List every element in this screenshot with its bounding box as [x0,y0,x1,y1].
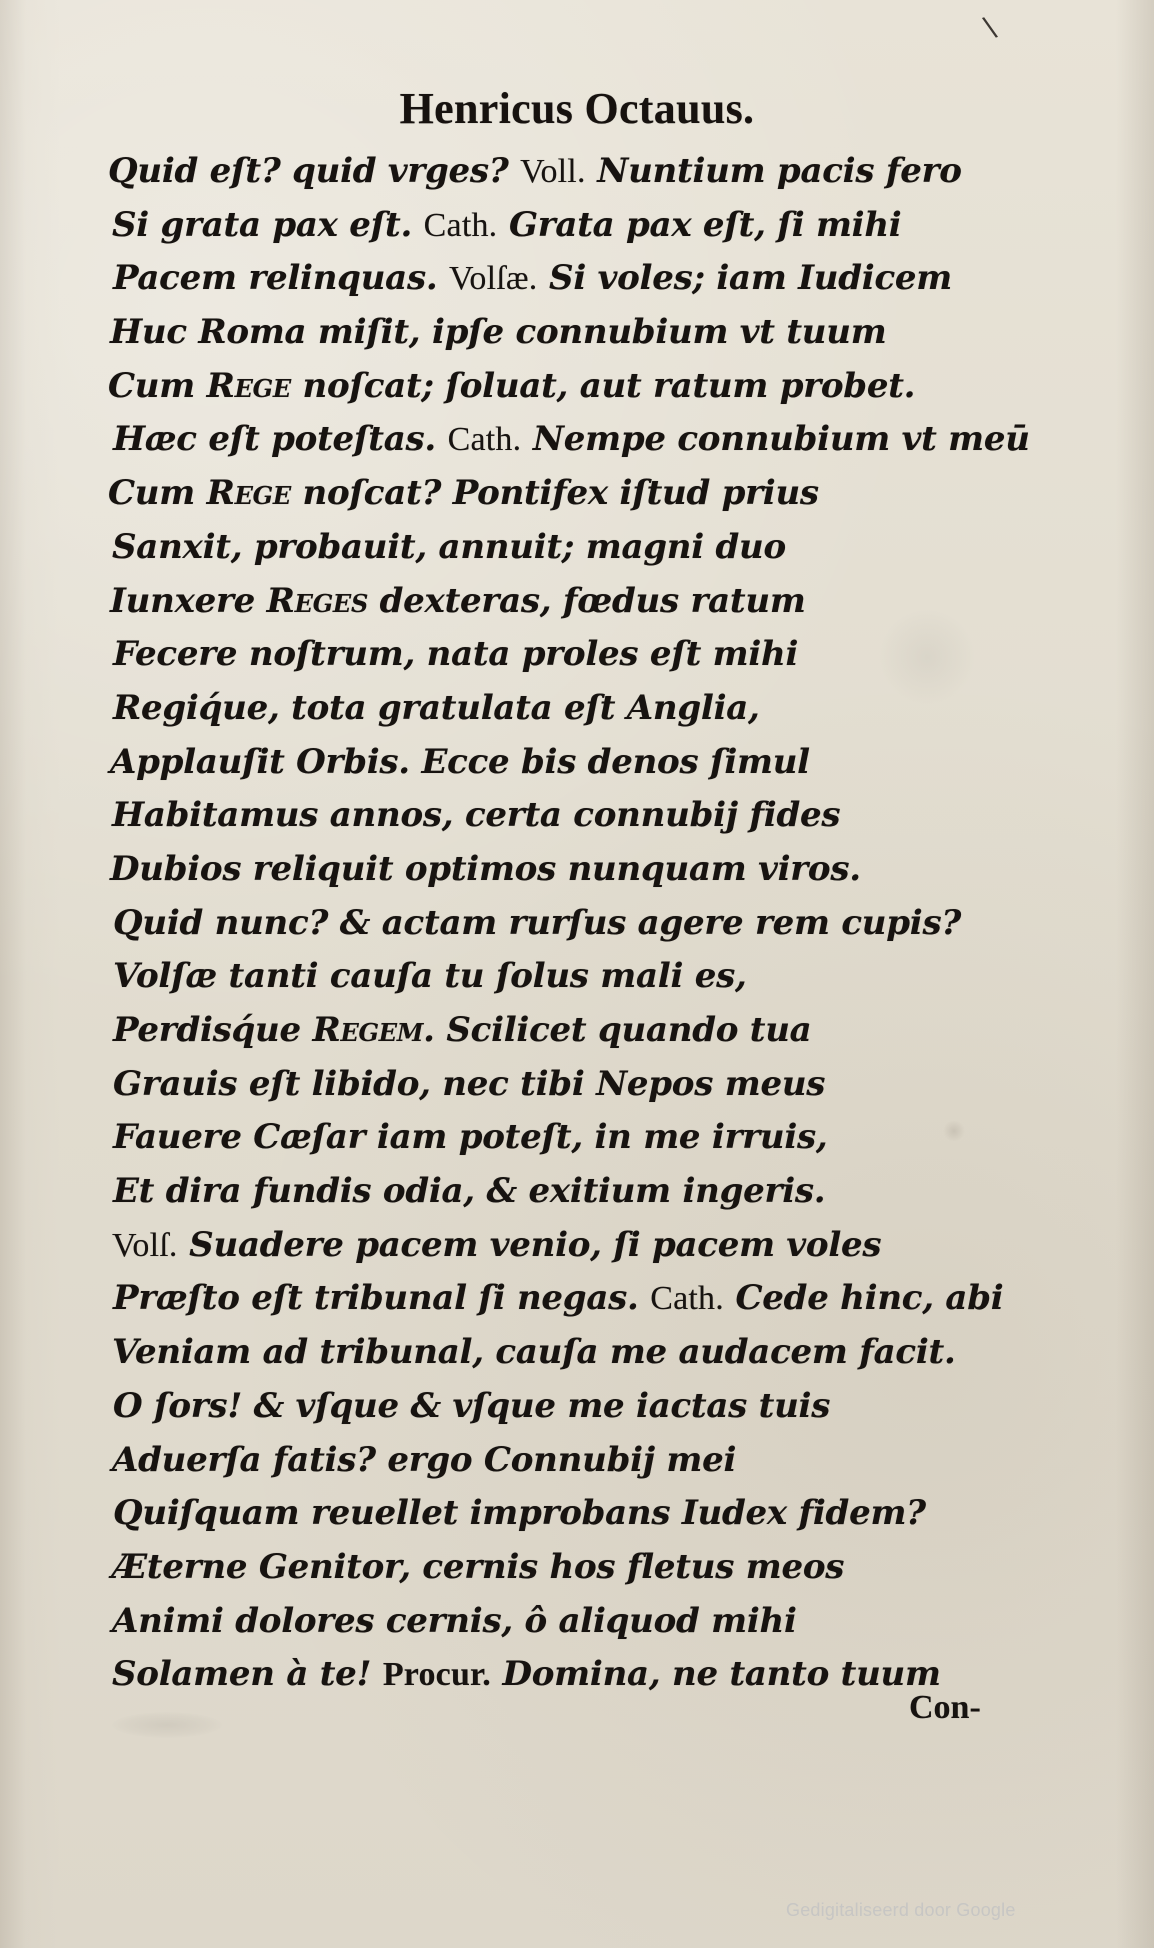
verse-line [112,1595,1022,1649]
verse-line [112,199,1022,253]
speaker-label: Volſ. [112,1226,178,1264]
verse-line [113,1272,1023,1326]
verse-line [112,1219,1022,1273]
line-text: noſcat; ſoluat, aut ratum probet. [290,365,916,406]
line-text: Cum [108,473,207,514]
verse-line [113,1487,1023,1541]
line-text: Hæc eſt poteſtas. [113,419,448,460]
verse-line [112,789,1022,843]
speaker-label: Cath. [650,1280,724,1318]
speaker-label: Voll. [520,153,586,190]
verse-line [112,1434,1022,1488]
verse-line [113,1004,1023,1058]
line-text: Volſæ tanti cauſa tu ſolus mali es, [113,956,747,997]
line-text: noſcat? Pontifex iſtud prius [290,473,819,514]
line-text: Si voles; iam Iudicem [537,258,953,299]
small-caps-text: Reges [266,580,369,621]
small-caps-text: Rege [206,365,291,406]
line-text: Huc Roma miſit, ipſe connubium vt tuum [110,312,887,353]
line-text: Grata pax eſt, ſi mihi [497,204,902,245]
line-text: Si grata pax eſt. [112,204,424,245]
line-text: Nuntium pacis fero [585,151,962,191]
line-text: Iunxere [110,580,267,621]
page-header: Henricus Octauus. [399,84,755,133]
verse-line [113,1058,1023,1112]
verse-line [113,252,1023,306]
verse-line [110,575,1020,629]
verse-line [113,682,1023,736]
speaker-label: Procur. [382,1656,491,1694]
line-text: Habitamus annos, certa connubij fides [112,795,841,836]
verse-line [112,1326,1022,1380]
verse-line [110,843,1020,897]
verse-line [112,521,1022,575]
corner-mark: \ [980,9,1000,44]
line-text: Veniam ad tribunal, cauſa me audacem facit. [112,1332,956,1373]
verse-line [112,1648,1022,1702]
line-text: Aduerſa fatis? ergo Connubij mei [112,1439,737,1480]
line-text: Quid eſt? quid vrges? [108,151,521,191]
line-text: Animi dolores cernis, ô aliquod mihi [112,1600,797,1641]
verse-line [113,950,1023,1004]
line-text: Regiq́ue, tota gratulata eſt Anglia, [113,687,760,728]
verse-line [108,467,1018,521]
line-text: Æterne Genitor, cernis hos fletus meos [112,1546,845,1587]
line-text: Domina, ne tanto tuum [490,1654,941,1695]
line-text: Cum [108,365,207,406]
line-text: Quiſquam reuellet improbans Iudex fidem? [113,1493,926,1534]
verse-line [113,628,1023,682]
line-text: Et dira fundis odia, & exitium ingeris. [113,1171,826,1212]
verse-line [113,1380,1023,1434]
verse-line [108,360,1018,414]
line-text: Grauis eſt libido, nec tibi Nepos meus [113,1063,826,1104]
line-text: Dubios reliquit optimos nunquam viros. [110,848,861,889]
line-text: . Scilicet quando tua [423,1010,812,1050]
line-text: O ſors! & vſque & vſque me iactas tuis [113,1385,831,1426]
verse-line [113,1111,1023,1165]
line-text: Quid nunc? & actam rurſus agere rem cupis? [113,902,962,943]
speaker-label: Cath. [447,421,522,459]
verse-line [110,306,1020,360]
verse-line [110,736,1020,790]
small-caps-text: Rege [206,473,291,514]
paper-stain [112,1712,222,1738]
line-text: dexteras, fœdus ratum [368,580,806,621]
line-text: Fecere noſtrum, nata proles eſt mihi [113,634,799,675]
line-text: Suadere pacem venio, ſi pacem voles [177,1224,882,1265]
verse-line [112,1541,1022,1595]
speaker-label: Cath. [423,206,498,244]
catchword: Con- [909,1689,981,1726]
watermark-text: Gedigitaliseerd door Google [786,1900,1016,1920]
verse-block [108,145,1030,1702]
small-caps-text: Regem [312,1010,424,1050]
verse-line [113,897,1023,951]
line-text: Pacem relinquas. [113,258,450,299]
line-text: Nempe connubium vt meū [521,419,1030,460]
line-text: Perdisq́ue [113,1010,313,1050]
verse-line [113,1165,1023,1219]
verse-line [113,413,1030,467]
line-text: Solamen à te! [112,1654,383,1695]
line-text: Sanxit, probauit, annuit; magni duo [112,526,786,567]
line-text: Fauere Cæſar iam poteſt, in me irruis, [113,1117,828,1158]
verse-line [108,145,1018,199]
line-text: Cede hinc, abi [723,1278,1004,1319]
line-text: Præſto eſt tribunal ſi negas. [113,1278,651,1319]
line-text: Applauſit Orbis. Ecce bis denos ſimul [110,741,810,782]
speaker-label: Volſæ. [449,260,538,298]
